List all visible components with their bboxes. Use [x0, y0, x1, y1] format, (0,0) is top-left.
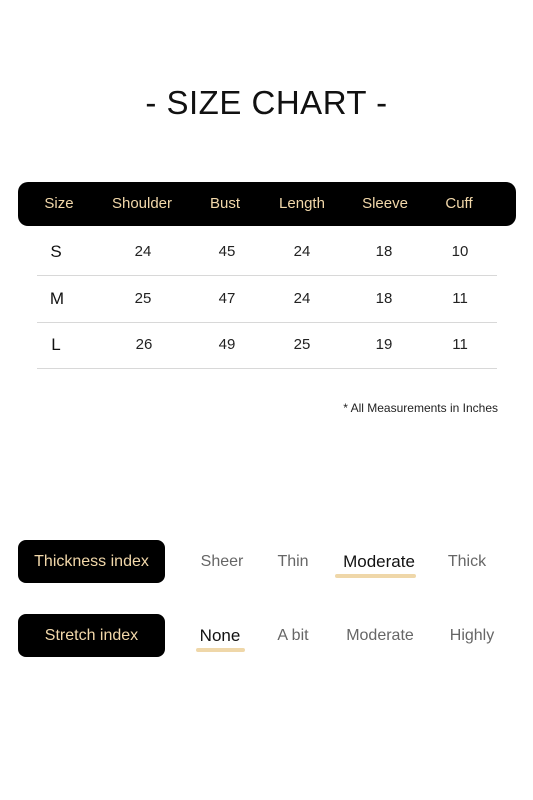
thickness-index-label: Thickness index	[18, 540, 165, 583]
size-table-header	[18, 182, 516, 226]
header-bust: Bust	[209, 195, 241, 212]
cell-sleeve: 18	[375, 243, 393, 260]
cell-length: 24	[293, 243, 311, 260]
cell-size: M	[49, 289, 65, 308]
cell-length: 24	[293, 290, 311, 307]
cell-sleeve: 19	[375, 336, 393, 353]
header-cuff: Cuff	[445, 195, 473, 212]
table-row	[37, 276, 497, 323]
stretch-option-none: None	[199, 626, 241, 645]
cell-cuff: 11	[452, 290, 468, 307]
stretch-option-highly: Highly	[449, 627, 495, 644]
cell-length: 25	[293, 336, 311, 353]
thickness-option-moderate: Moderate	[343, 552, 415, 571]
cell-shoulder: 24	[134, 243, 152, 260]
stretch-selected-underline	[196, 648, 245, 652]
header-length: Length	[279, 195, 325, 212]
stretch-index-label: Stretch index	[18, 614, 165, 657]
cell-cuff: 11	[452, 336, 468, 353]
header-sleeve: Sleeve	[362, 195, 408, 212]
cell-shoulder: 25	[134, 290, 152, 307]
table-row	[37, 322, 497, 369]
measurement-note: * All Measurements in Inches	[343, 401, 498, 415]
cell-bust: 47	[218, 290, 236, 307]
header-size: Size	[44, 195, 74, 212]
header-shoulder: Shoulder	[111, 195, 173, 212]
cell-cuff: 10	[451, 243, 469, 260]
cell-size: S	[50, 242, 62, 261]
page-title: - SIZE CHART -	[145, 84, 388, 121]
cell-bust: 49	[218, 336, 236, 353]
thickness-option-sheer: Sheer	[200, 553, 244, 570]
thickness-option-thin: Thin	[277, 553, 309, 570]
thickness-selected-underline	[335, 574, 416, 578]
cell-bust: 45	[218, 243, 236, 260]
cell-size: L	[51, 335, 61, 354]
table-row	[37, 229, 497, 276]
cell-shoulder: 26	[135, 336, 153, 353]
stretch-option-moderate: Moderate	[346, 627, 414, 644]
stretch-option-a-bit: A bit	[277, 627, 309, 644]
thickness-option-thick: Thick	[447, 553, 487, 570]
cell-sleeve: 18	[375, 290, 393, 307]
